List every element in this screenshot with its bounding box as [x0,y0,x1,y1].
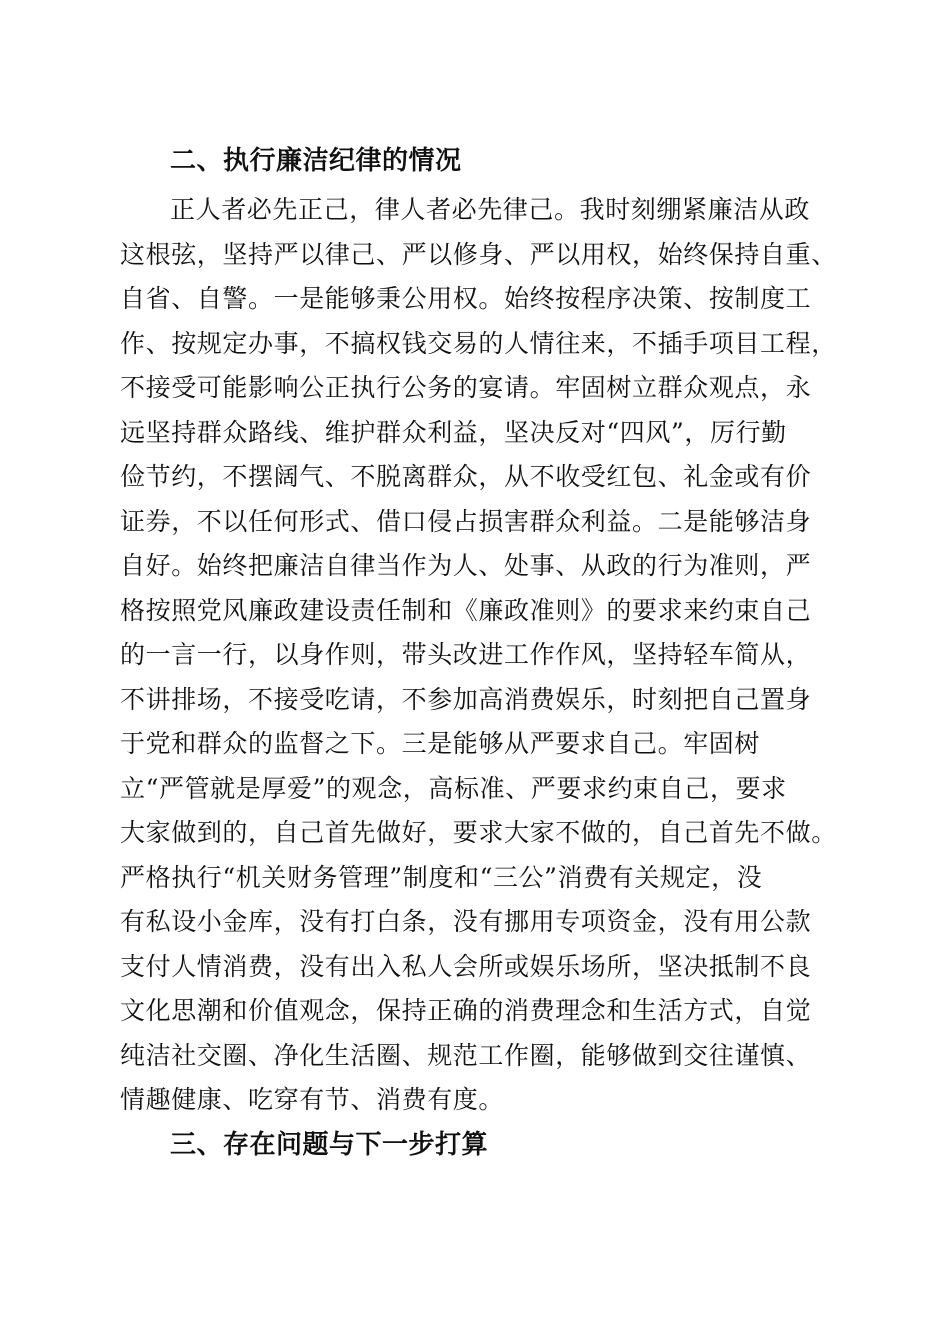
body-line: 正人者必先正己，律人者必先律己。我时刻绷紧廉洁从政 [170,195,811,224]
section-two-body [120,188,850,1123]
body-line: 证券，不以任何形式、借口侵占损害群众利益。二是能够洁身 [120,506,812,536]
body-line: 严格执行“机关财务管理”制度和“三公”消费有关规定，没 [120,862,763,892]
body-line: 文化思潮和价值观念，保持正确的消费理念和生活方式，自觉 [120,996,812,1025]
body-line: 不接受可能影响公正执行公务的宴请。牢固树立群众观点，永 [120,373,812,402]
section-two-heading: 二、执行廉洁纪律的情况 [170,146,462,176]
body-line: 这根弦，坚持严以律己、严以修身、严以用权，始终保持自重、 [120,239,837,269]
body-line: 自省、自警。一是能够秉公用权。始终按程序决策、按制度工 [120,284,812,313]
body-line: 情趣健康、吃穿有节、消费有度。 [120,1085,505,1114]
body-line: 不讲排场，不接受吃请，不参加高消费娱乐，时刻把自己置身 [120,684,812,714]
body-line: 远坚持群众路线、维护群众利益，坚决反对“四风”，厉行勤 [120,417,787,447]
section-three-heading: 三、存在问题与下一步打算 [170,1130,489,1160]
body-line: 立“严管就是厚爱”的观念，高标准、严要求约束自己，要求 [120,773,787,803]
body-line: 的一言一行，以身作则，带头改进工作作风，坚持轻车简从， [120,640,812,669]
body-line: 自好。始终把廉洁自律当作为人、处事、从政的行为准则，严 [120,551,812,580]
body-line: 作、按规定办事，不搞权钱交易的人情往来，不插手项目工程， [120,328,837,358]
body-line: 格按照党风廉政建设责任制和《廉政准则》的要求来约束自己 [120,595,812,625]
body-line: 支付人情消费，没有出入私人会所或娱乐场所，坚决抵制不良 [120,951,812,981]
body-line: 大家做到的，自己首先做好，要求大家不做的，自己首先不做。 [120,818,837,847]
body-line: 纯洁社交圈、净化生活圈、规范工作圈，能够做到交往谨慎、 [120,1040,812,1070]
body-line: 有私设小金库，没有打白条，没有挪用专项资金，没有用公款 [120,907,812,936]
body-line: 于党和群众的监督之下。三是能够从严要求自己。牢固树 [120,729,761,758]
body-line: 俭节约，不摆阔气、不脱离群众，从不收受红包、礼金或有价 [120,462,812,491]
